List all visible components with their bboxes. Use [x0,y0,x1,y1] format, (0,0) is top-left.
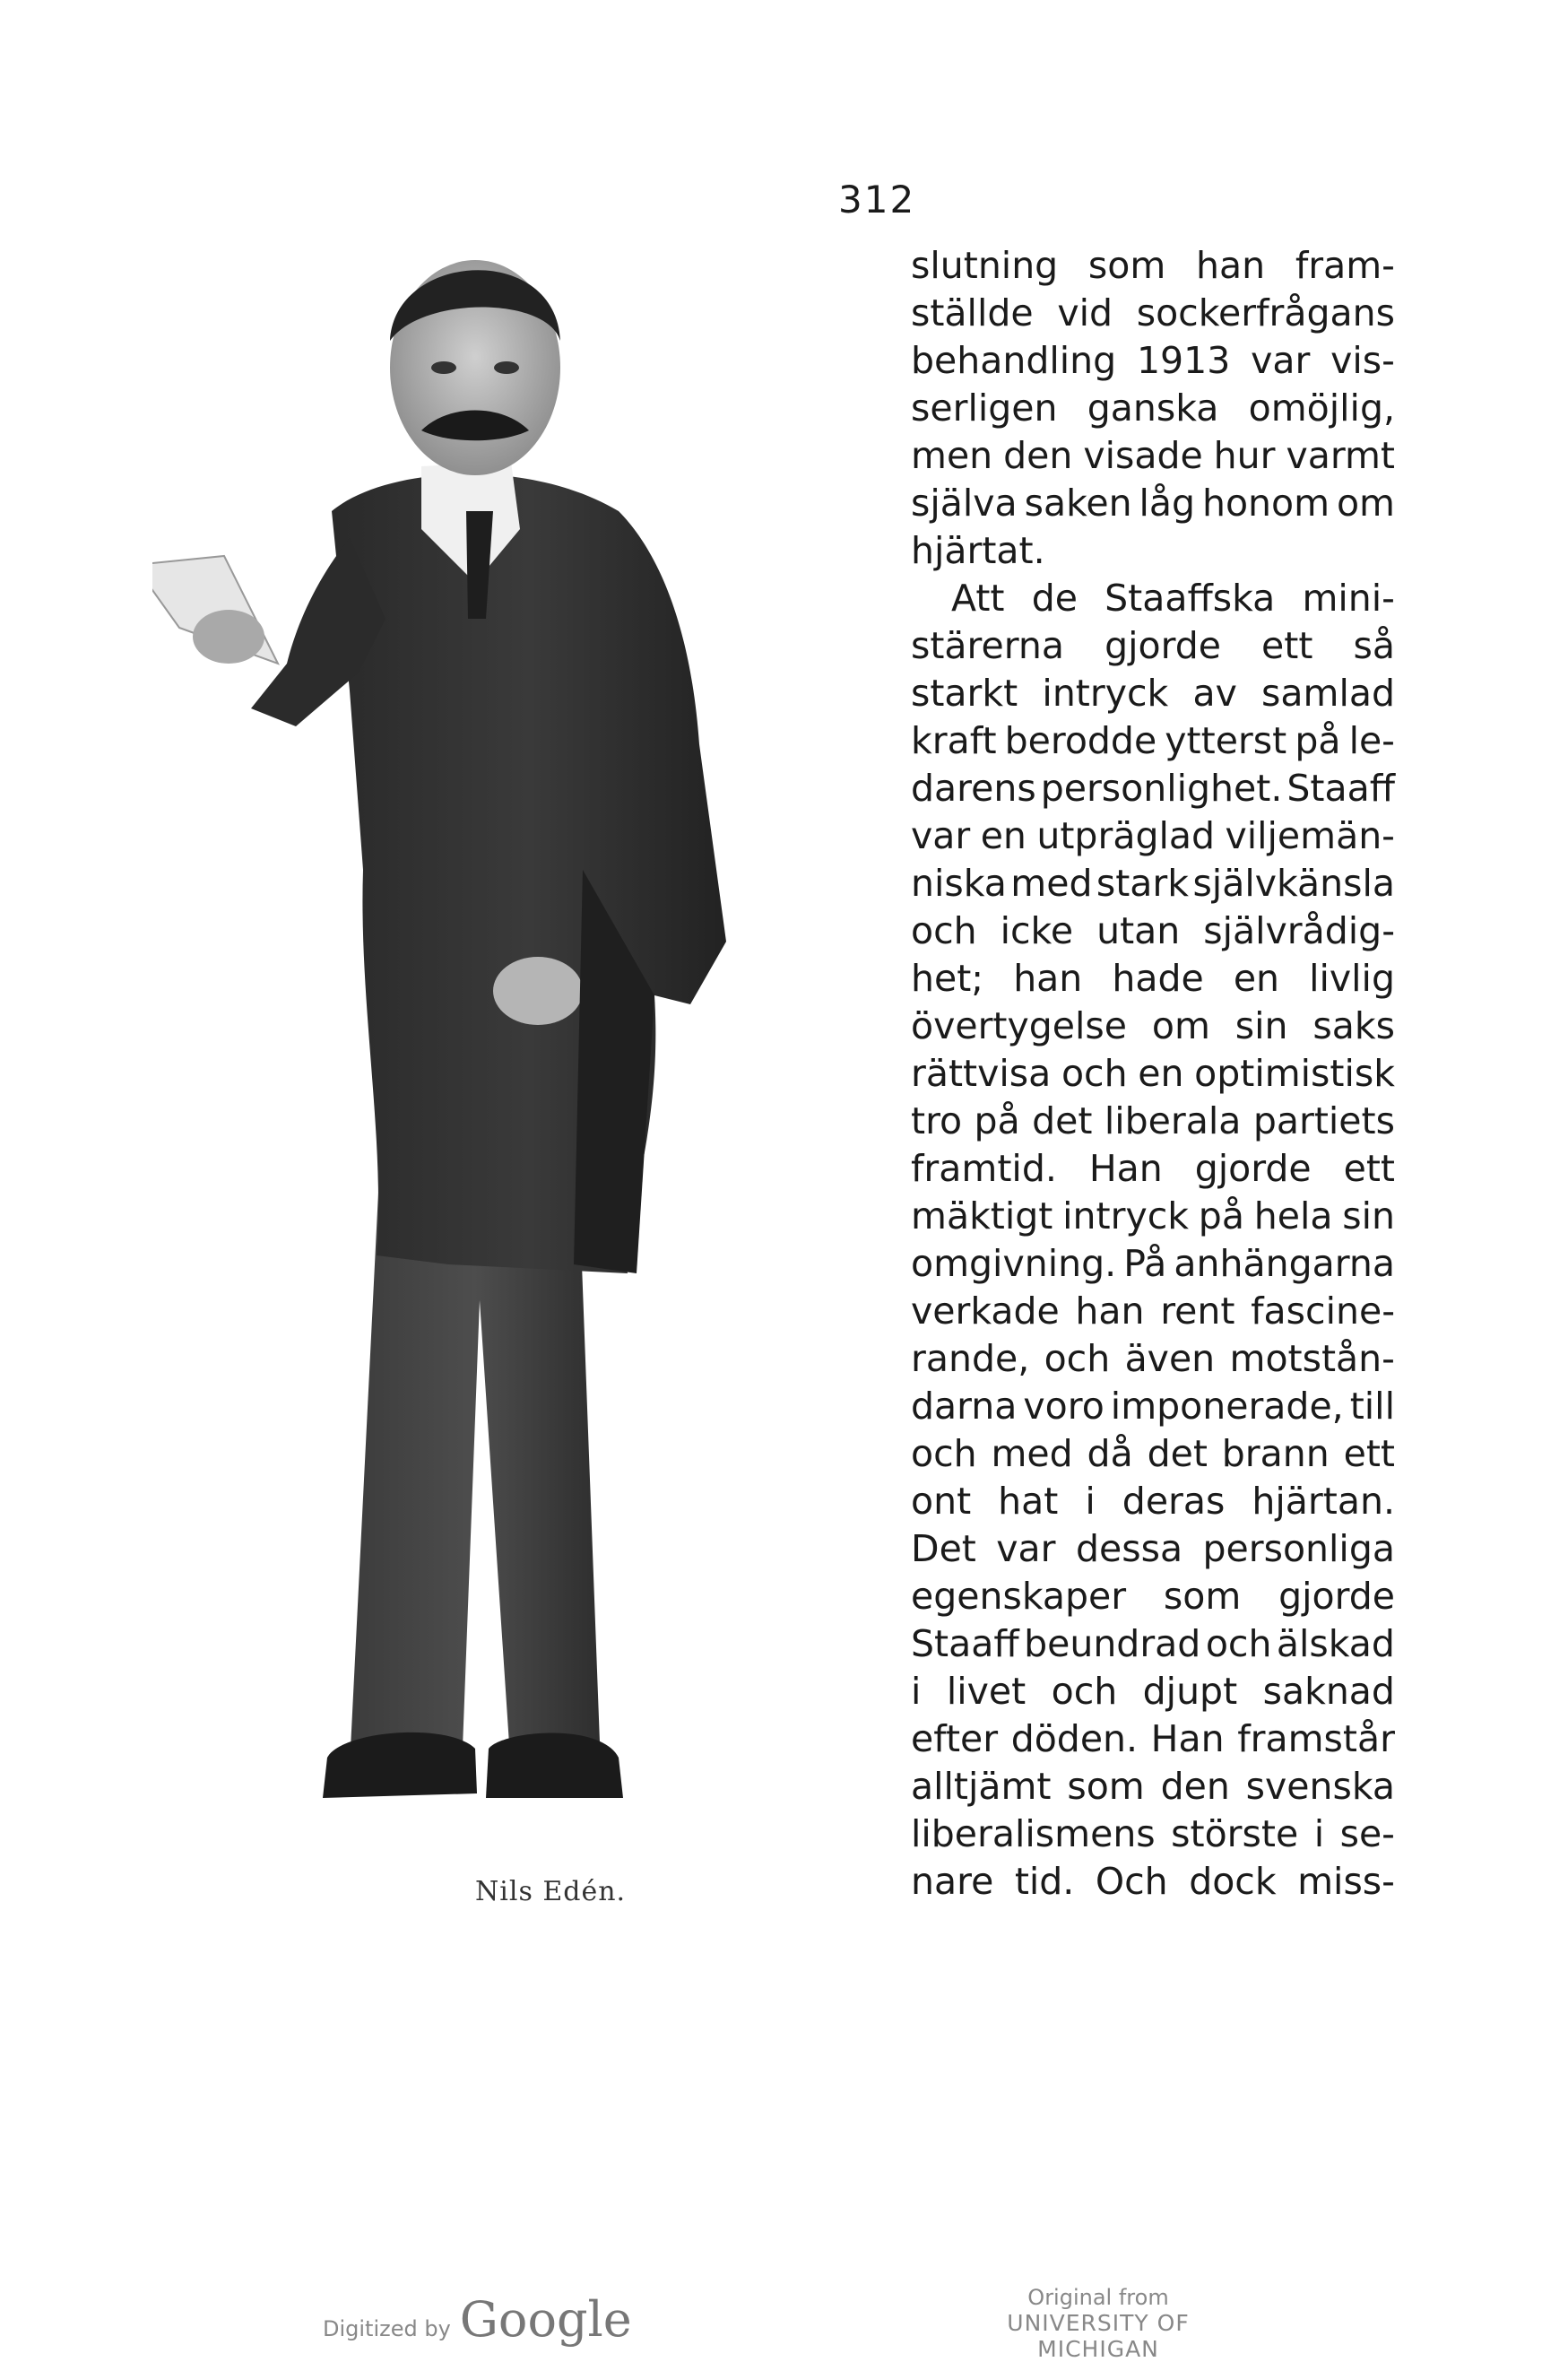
text-word: berodde [1004,719,1157,762]
text-word: var [996,1527,1056,1570]
text-line [911,622,1395,670]
text-word: djupt [1142,1670,1238,1713]
text-word: omöjlig, [1248,386,1395,430]
text-word: mini- [1302,577,1395,620]
text-line [911,242,1395,290]
text-word: och [1044,1337,1111,1380]
text-word: sockerfrågans [1136,291,1395,334]
text-word: liberala [1104,1099,1242,1142]
text-word: ett [1343,1432,1395,1475]
portrait-photo [152,242,897,1856]
text-word: viljemän- [1225,814,1395,857]
page-number: 312 [838,178,916,221]
text-word: varmt [1286,434,1395,477]
original-from-label: Original from [1027,2285,1169,2310]
text-word: i [1313,1812,1325,1855]
text-word: Staaff [911,1622,1019,1665]
text-word: personlighet. [1040,767,1283,810]
google-logo: Google [459,2291,632,2348]
text-word: intryck [1042,672,1169,715]
text-line [911,1145,1395,1193]
text-word: se- [1339,1812,1395,1855]
text-word: och [1061,1052,1128,1095]
text-word: Och [1095,1860,1168,1903]
text-word: visade [1083,434,1203,477]
text-line [911,1240,1395,1288]
text-line [911,812,1395,860]
text-word: hjärtan. [1252,1480,1395,1523]
text-line [911,527,1395,575]
text-word: utan [1096,909,1181,952]
text-line [911,907,1395,955]
text-line [911,1430,1395,1478]
text-word: samlad [1261,672,1395,715]
text-word: som [1163,1575,1242,1618]
text-line [911,1715,1395,1763]
text-word: voro [1023,1385,1105,1428]
text-line [911,1811,1395,1858]
digitized-by-label: Digitized by [323,2316,451,2341]
text-word: i [1085,1480,1096,1523]
text-word: då [1087,1432,1133,1475]
text-word: som [1087,244,1166,287]
text-word: egenskaper [911,1575,1127,1618]
text-word: om [1151,1004,1210,1047]
text-word: han [1196,244,1266,287]
text-word: på [1295,719,1341,762]
text-line [911,955,1395,1003]
text-line [911,1763,1395,1811]
text-word: ont [911,1480,972,1523]
text-word: Staaff [1286,767,1395,810]
text-line [911,432,1395,480]
text-word: brann [1221,1432,1330,1475]
text-word: framstår [1237,1717,1395,1760]
photo-caption: Nils Edén. [475,1876,627,1907]
text-word: och [1051,1670,1118,1713]
text-word: het; [911,957,984,1000]
text-line [911,717,1395,765]
text-line [911,670,1395,717]
text-word: ett [1261,624,1313,667]
text-word: På [1123,1242,1167,1285]
text-word: darens [911,767,1036,810]
text-word: övertygelse [911,1004,1127,1047]
text-word: personliga [1202,1527,1395,1570]
text-word: darna [911,1385,1018,1428]
text-word: hjärtat. [911,529,1045,572]
text-word: slutning [911,244,1059,287]
text-word: mäktigt [911,1194,1053,1237]
text-word: om [1336,482,1395,525]
text-word: hur [1213,434,1276,477]
text-word: så [1353,624,1395,667]
text-word: honom [1201,482,1330,525]
text-word: och [911,1432,977,1475]
text-line [911,480,1395,527]
text-word: liberalismens [911,1812,1156,1855]
text-word: kraft [911,719,997,762]
text-word: en [1138,1052,1184,1095]
text-line [911,1525,1395,1573]
text-word: le- [1348,719,1395,762]
text-word: till [1349,1385,1395,1428]
text-word: på [1198,1194,1244,1237]
text-word: självkänsla [1192,862,1395,905]
text-word: nare [911,1860,994,1903]
text-word: starkt [911,672,1018,715]
text-word: med [1010,862,1093,905]
text-word: var [911,814,971,857]
text-word: han [1075,1290,1145,1333]
text-word: som [1067,1765,1145,1808]
text-word: av [1192,672,1237,715]
text-word: svenska [1245,1765,1395,1808]
text-word: 1913 [1136,339,1231,382]
text-word: imponerade, [1110,1385,1344,1428]
text-word: omgivning. [911,1242,1117,1285]
text-word: framtid. [911,1147,1057,1190]
text-word: saknad [1262,1670,1395,1713]
text-word: Han [1088,1147,1163,1190]
text-word: partiets [1252,1099,1395,1142]
text-word: Det [911,1527,976,1570]
text-word: en [1233,957,1280,1000]
text-word: låg [1139,482,1196,525]
text-line [911,1668,1395,1715]
body-text [911,242,1395,1906]
text-word: beundrad [1024,1622,1201,1665]
text-word: var [1251,339,1311,382]
text-word: och [911,909,977,952]
text-word: Att [951,577,1005,620]
text-word: saken [1024,482,1132,525]
text-word: niska [911,862,1007,905]
text-word: rättvisa [911,1052,1052,1095]
text-word: verkade [911,1290,1060,1333]
text-word: gjorde [1194,1147,1312,1190]
text-word: ett [1343,1147,1395,1190]
text-word: optimistisk [1194,1052,1395,1095]
text-word: det [1032,1099,1093,1142]
text-word: den [1003,434,1073,477]
text-line [911,1573,1395,1620]
text-line [911,1383,1395,1430]
text-word: utpräglad [1036,814,1216,857]
text-word: deras [1122,1480,1226,1523]
text-word: sin [1234,1004,1288,1047]
text-word: hela [1253,1194,1333,1237]
text-word: alltjämt [911,1765,1052,1808]
text-word: hat [998,1480,1059,1523]
text-word: ytterst [1165,719,1287,762]
text-word: intryck [1062,1194,1190,1237]
original-from [950,2285,1246,2362]
text-word: men [911,434,993,477]
text-word: hade [1112,957,1204,1000]
text-word: icke [1000,909,1074,952]
text-word: med [991,1432,1073,1475]
text-line [911,1003,1395,1050]
text-word: vis- [1330,339,1395,382]
text-line [911,1288,1395,1335]
text-line [911,385,1395,432]
text-word: fram- [1295,244,1395,287]
text-word: själva [911,482,1018,525]
text-word: rent [1160,1290,1235,1333]
text-word: tro [911,1099,963,1142]
text-word: i [911,1670,922,1713]
text-word: självrådig- [1203,909,1395,952]
text-line [911,1335,1395,1383]
text-word: vid [1057,291,1113,334]
text-word: tid. [1014,1860,1075,1903]
text-word: behandling [911,339,1117,382]
text-word: dock [1189,1860,1277,1903]
text-word: motstån- [1229,1337,1395,1380]
text-line [911,1193,1395,1240]
text-line [911,1098,1395,1145]
text-word: på [974,1099,1020,1142]
text-word: gjorde [1278,1575,1395,1618]
text-word: det [1147,1432,1208,1475]
university-label: UNIVERSITY OF MICHIGAN [1007,2310,1190,2362]
text-word: rande, [911,1337,1030,1380]
text-word: fascine- [1251,1290,1395,1333]
text-word: saks [1312,1004,1395,1047]
text-word: den [1160,1765,1230,1808]
text-word: ganska [1087,386,1219,430]
text-word: efter [911,1717,999,1760]
text-word: störste [1171,1812,1299,1855]
digitized-by-google [323,2291,632,2348]
text-word: miss- [1297,1860,1395,1903]
text-word: älskad [1276,1622,1395,1665]
text-word: Staaffska [1105,577,1276,620]
text-word: även [1124,1337,1216,1380]
text-word: livet [946,1670,1027,1713]
text-word: stärerna [911,624,1064,667]
text-word: och [1205,1622,1272,1665]
text-word: sin [1342,1194,1395,1237]
text-word: livlig [1309,957,1395,1000]
text-line [911,290,1395,337]
text-word: dessa [1075,1527,1183,1570]
text-line [911,765,1395,812]
text-line [911,337,1395,385]
text-word: stark [1096,862,1190,905]
text-word: serligen [911,386,1058,430]
text-line [911,1050,1395,1098]
text-word: ställde [911,291,1034,334]
text-line [911,1858,1395,1906]
text-word: en [980,814,1027,857]
text-word: döden. [1010,1717,1139,1760]
text-line [911,860,1395,907]
text-line [911,1478,1395,1525]
text-word: de [1031,577,1078,620]
text-word: Han [1150,1717,1225,1760]
text-word: anhängarna [1174,1242,1395,1285]
text-word: han [1013,957,1083,1000]
text-line [911,575,1395,622]
text-word: gjorde [1105,624,1221,667]
text-line [911,1620,1395,1668]
